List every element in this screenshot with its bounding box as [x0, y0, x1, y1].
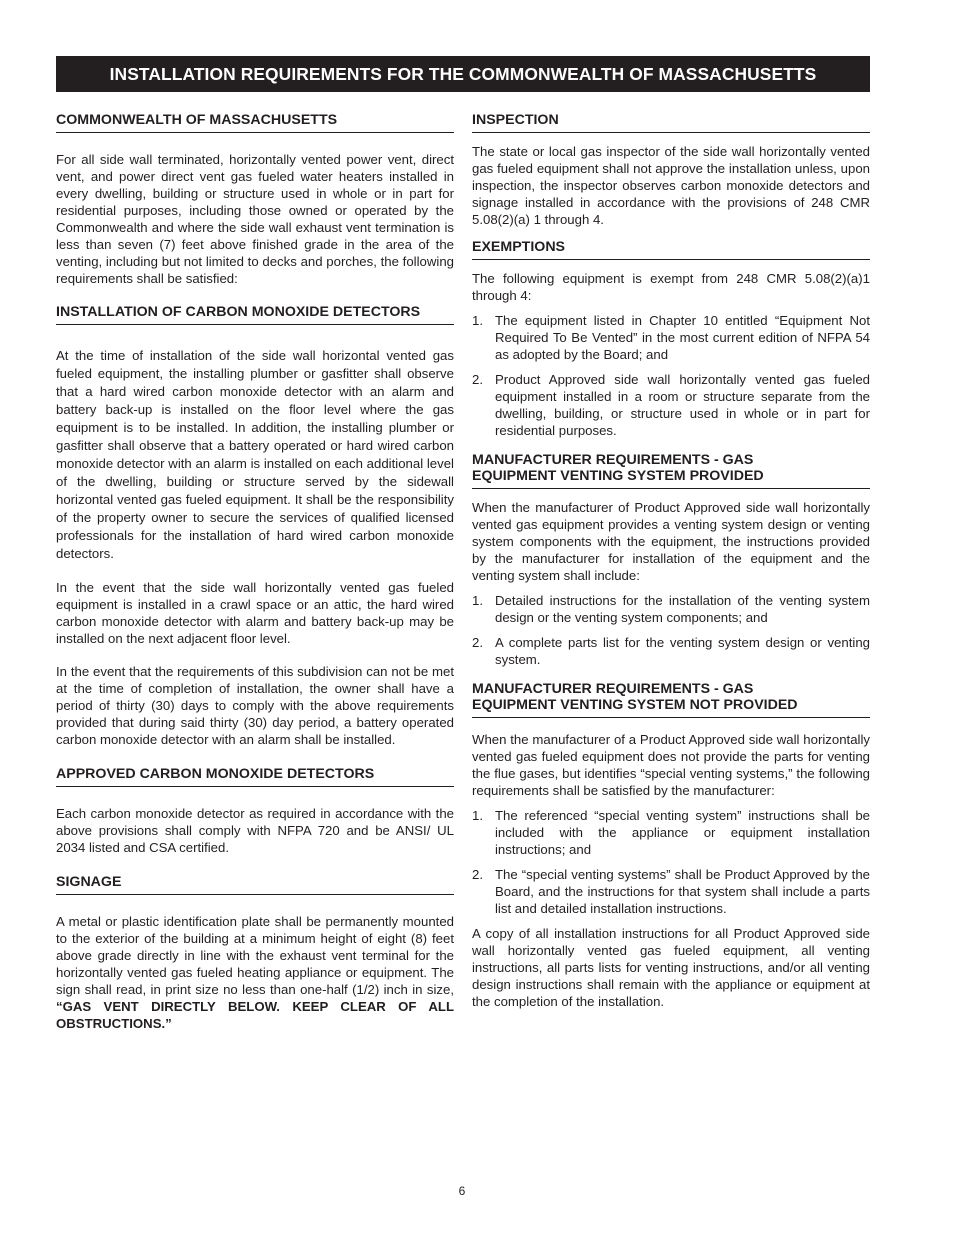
- page-banner-title: INSTALLATION REQUIREMENTS FOR THE COMMONWEALTH OF MASSACHUSETTS: [56, 56, 870, 92]
- list-item-number: 2.: [472, 635, 483, 650]
- paragraph-inspection: The state or local gas inspector of the side wall horizontally vented gas fueled equipment shall not approve the installation unless, upon inspection, the inspector observes carbon monoxide detectors and signage installed in accordance with the provisions of 248 CMR 5.08(2)(a) 1 through 4.: [472, 144, 870, 227]
- list-item-text: Detailed instructions for the installation of the venting system design or the venting system components; and: [495, 593, 870, 625]
- heading-line-2: EQUIPMENT VENTING SYSTEM PROVIDED: [472, 468, 764, 484]
- heading-line-2: EQUIPMENT VENTING SYSTEM NOT PROVIDED: [472, 697, 798, 713]
- heading-line-1: MANUFACTURER REQUIREMENTS - GAS: [472, 452, 754, 468]
- exemptions-list: [472, 312, 870, 439]
- list-item-text: The equipment listed in Chapter 10 entitled “Equipment Not Required To Be Vented” in the most current edition of NFPA 54 as adopted by the Board; and: [495, 313, 870, 362]
- list-item-text: A complete parts list for the venting system design or venting system.: [495, 635, 870, 667]
- section-heading-approved-co-detectors: APPROVED CARBON MONOXIDE DETECTORS: [56, 766, 454, 787]
- list-item: [472, 592, 870, 626]
- heading-line-1: MANUFACTURER REQUIREMENTS - GAS: [472, 681, 754, 697]
- section-heading-co-detector-installation: INSTALLATION OF CARBON MONOXIDE DETECTORS: [56, 304, 454, 325]
- paragraph-co-installation-3: In the event that the requirements of this subdivision can not be met at the time of completion of installation, the owner shall have a period of thirty (30) days to comply with the above requirements provided that during said thirty (30) day period, a battery operated carbon monoxide detector with an alarm shall be installed.: [56, 664, 454, 747]
- paragraph-co-installation-2: In the event that the side wall horizontally vented gas fueled equipment is installed in a crawl space or an attic, the hard wired carbon monoxide detector with alarm and battery back-up may be installed on the next adjacent floor level.: [56, 580, 454, 646]
- section-heading-venting-system-not-provided: [472, 681, 870, 718]
- paragraph-installation-instructions-copy: A copy of all installation instructions for all Product Approved side wall horizontally vented gas fueled equipment, all venting instructions, all parts lists for venting instructions, and/or all venting design instructions shall remain with the appliance or equipment at the completion of the installation.: [472, 926, 870, 1009]
- section-heading-signage: SIGNAGE: [56, 874, 454, 895]
- paragraph-approved-co-detectors: Each carbon monoxide detector as required in accordance with the above provisions shall comply with NFPA 720 and be ANSI/ UL 2034 listed and CSA certified.: [56, 806, 454, 855]
- paragraph-commonwealth-intro: For all side wall terminated, horizontally vented power vent, direct vent, and power direct vent gas fueled water heaters installed in every dwelling, building or structure used in whole or in part for residential purposes, including those owned or operated by the Commonwealth and where the side wall exhaust vent termination is less than seven (7) feet above finished grade in the area of the venting, including but not limited to decks and porches, the following requirements shall be satisfied:: [56, 152, 454, 286]
- list-item-number: 1.: [472, 808, 483, 823]
- list-item: [472, 866, 870, 917]
- paragraph-signage: [56, 913, 454, 1032]
- section-heading-inspection: INSPECTION: [472, 112, 870, 133]
- section-heading-commonwealth: COMMONWEALTH OF MASSACHUSETTS: [56, 112, 454, 133]
- paragraph-venting-system-not-provided: When the manufacturer of a Product Approved side wall horizontally vented gas fueled equipment does not provide the parts for venting the flue gases, but identifies “special venting systems,” the following requirements shall be satisfied by the manufacturer:: [472, 732, 870, 798]
- list-item: [472, 371, 870, 439]
- list-item-text: The referenced “special venting system” instructions shall be included with the appliance or equipment installation instructions; and: [495, 808, 870, 857]
- list-item-text: Product Approved side wall horizontally vented gas fueled equipment installed in a room or structure separate from the dwelling, building, or structure used in whole or in part for residential purposes.: [495, 372, 870, 438]
- venting-not-provided-list: [472, 807, 870, 917]
- list-item-number: 1.: [472, 313, 483, 328]
- list-item: [472, 634, 870, 668]
- paragraph-venting-system-provided: When the manufacturer of Product Approved side wall horizontally vented gas equipment provides a venting system design or venting system components with the equipment, the instructions provided by the manufacturer for installation of the equipment and the venting system shall include:: [472, 500, 870, 583]
- venting-provided-list: [472, 592, 870, 668]
- section-heading-exemptions: EXEMPTIONS: [472, 239, 870, 260]
- list-item: [472, 312, 870, 363]
- list-item: [472, 807, 870, 858]
- list-item-number: 2.: [472, 372, 483, 387]
- page-number: 6: [458, 1184, 466, 1198]
- left-column: [56, 112, 454, 1032]
- right-column: [472, 112, 870, 1010]
- list-item-number: 2.: [472, 867, 483, 882]
- list-item-text: The “special venting systems” shall be Product Approved by the Board, and the instructions for that system shall include a parts list and detailed installation instructions.: [495, 867, 870, 916]
- signage-text: A metal or plastic identification plate shall be permanently mounted to the exterior of the building at a minimum height of eight (8) feet above grade directly in line with the exhaust vent terminal for the horizontally vented gas fueled heating appliance or equipment. The sign shall read, in print size no less than one-half (1/2) inch in size,: [56, 914, 454, 997]
- paragraph-exemptions-intro: The following equipment is exempt from 248 CMR 5.08(2)(a)1 through 4:: [472, 271, 870, 303]
- paragraph-co-installation-1: At the time of installation of the side wall horizontal vented gas fueled equipment, the installing plumber or gasfitter shall observe that a hard wired carbon monoxide detector with an alarm and battery back-up is installed on the floor level where the gas equipment is to be installed. In addition, the installing plumber or gasfitter shall observe that a battery operated or hard wired carbon monoxide detector with an alarm is installed on each additional level of the dwelling, building or structure served by the sidewall horizontal vented gas fueled equipment. It shall be the responsibility of the property owner to secure the services of qualified licensed professionals for the installation of hard wired carbon monoxide detectors.: [56, 348, 454, 561]
- section-heading-venting-system-provided: [472, 452, 870, 489]
- signage-required-wording: “GAS VENT DIRECTLY BELOW. KEEP CLEAR OF ALL OBSTRUCTIONS.”: [56, 999, 454, 1031]
- list-item-number: 1.: [472, 593, 483, 608]
